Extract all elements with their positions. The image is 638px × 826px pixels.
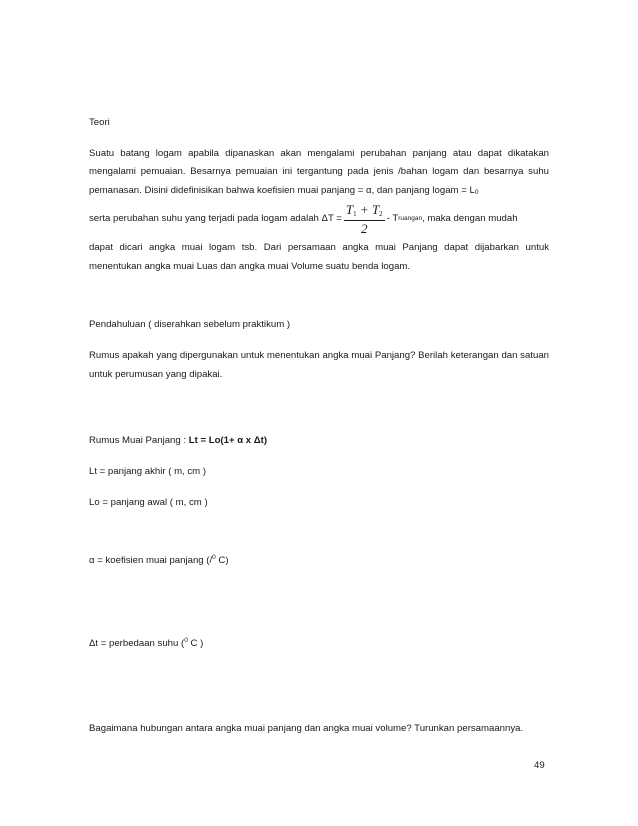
numerator-t1: T	[345, 202, 354, 218]
page-content	[89, 114, 549, 739]
formula-line	[89, 201, 549, 239]
definition-delta-t-suffix: C )	[187, 638, 204, 650]
definition-alpha-prefix: α = koefisien muai panjang (/	[89, 555, 213, 567]
temperature-fraction	[344, 203, 385, 236]
spacer	[89, 654, 549, 720]
numerator-sub2: 2	[379, 210, 383, 219]
spacer	[89, 133, 549, 145]
spacer	[89, 384, 549, 432]
theory-paragraph-2: dapat dicari angka muai logam tsb. Dari persamaan angka muai Panjang dapat dijabarkan untuk menentukan angka muai Luas dan angka muai Volume suatu benda logam.	[89, 241, 549, 272]
definition-alpha-suffix: C)	[215, 555, 229, 567]
fraction-denominator: 2	[361, 221, 368, 236]
formula-line-minus: - T	[386, 213, 399, 225]
theory-paragraph-1-subscript: 0	[474, 189, 479, 197]
definition-lt: Lt = panjang akhir ( m, cm )	[89, 466, 207, 478]
formula-line-suffix: , maka dengan mudah	[422, 213, 518, 225]
formula-line-left	[89, 203, 518, 236]
spacer	[89, 335, 549, 347]
intro-heading: Pendahuluan ( diserahkan sebelum praktikum )	[89, 319, 291, 331]
numerator-sub1: 1	[353, 210, 357, 219]
theory-paragraph-1-text: Suatu batang logam apabila dipanaskan akan mengalami perubahan panjang atau dapat dikatakan mengalami pemuaian. Besarnya pemuaian ini tergantung pada jenis /bahan logam dan besarnya suhu pemanasan. Disini didefinisikan bahwa koefisien muai panjang = α, dan panjang logam = L	[89, 147, 549, 197]
theory-heading: Teori	[89, 117, 110, 128]
numerator-t2: T	[371, 202, 380, 218]
definition-delta-t	[89, 635, 549, 654]
numerator-plus: +	[356, 202, 372, 218]
page-number: 49	[534, 760, 545, 771]
definition-delta-t-superscript: 0	[184, 637, 188, 645]
fraction-numerator	[344, 203, 385, 221]
question-1: Rumus apakah yang dipergunakan untuk menentukan angka muai Panjang? Berilah keterangan dan satuan untuk perumusan yang dipakai.	[89, 349, 549, 380]
spacer	[89, 512, 549, 552]
spacer	[89, 482, 549, 494]
formula-statement	[89, 432, 549, 451]
formula-label: Rumus Muai Panjang :	[89, 435, 189, 447]
definition-delta-t-prefix: Δt = perbedaan suhu (	[89, 638, 185, 650]
spacer	[89, 571, 549, 635]
spacer	[89, 276, 549, 316]
definition-lo: Lo = panjang awal ( m, cm )	[89, 496, 208, 508]
theory-paragraph-1	[89, 145, 549, 201]
spacer	[89, 451, 549, 463]
definition-alpha-superscript: 0	[212, 554, 216, 562]
definition-alpha	[89, 552, 549, 571]
question-2: Bagaimana hubungan antara angka muai panjang dan angka muai volume? Turunkan persamaannya.	[89, 722, 524, 734]
formula-line-prefix: serta perubahan suhu yang terjadi pada logam adalah ΔT =	[89, 213, 342, 225]
formula-line-subscript: ruangan	[398, 215, 423, 223]
formula-bold: Lt = Lo(1+ α x Δt)	[188, 435, 268, 447]
